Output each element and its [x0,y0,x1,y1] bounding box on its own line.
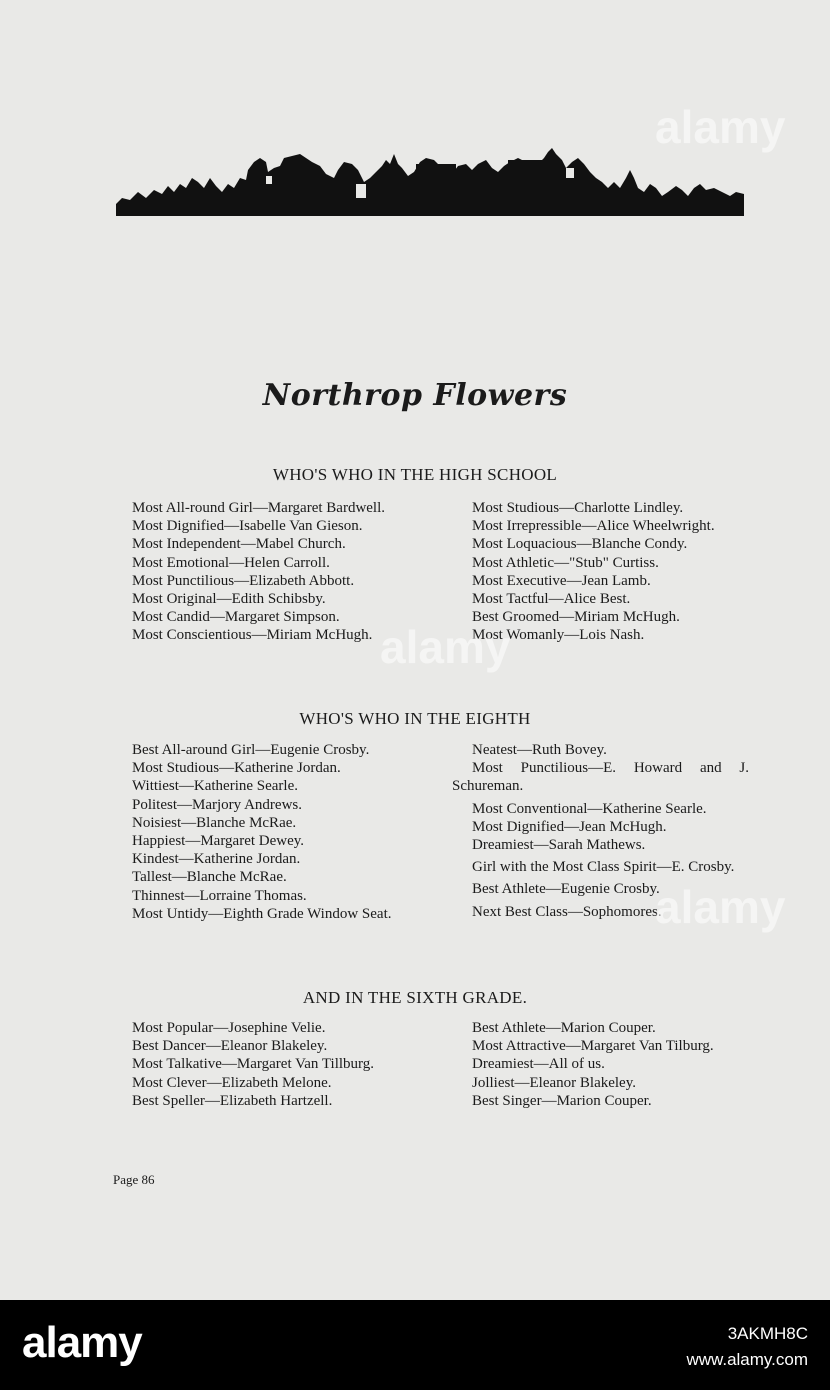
list-item: Most All-round Girl—Margaret Bardwell. [132,500,386,516]
list-item: Most Dignified—Jean McHugh. [472,818,667,835]
list-item: Best Athlete—Marion Couper. [472,1020,656,1036]
list-item: Most Talkative—Margaret Van Tillburg. [132,1056,375,1073]
list-item: Most Irrepressible—Alice Wheelwright. [472,518,715,535]
section-heading-eighth: WHO'S WHO IN THE EIGHTH [299,709,531,728]
eighth-left-column [112,741,410,923]
list-item: Happiest—Margaret Dewey. [132,833,305,850]
page-number: Page 86 [113,1172,155,1187]
list-item: Best Dancer—Eleanor Blakeley. [132,1038,328,1055]
stock-site-url: www.alamy.com [686,1350,808,1369]
high-school-left-column [112,499,410,645]
list-item: Most Punctilious—Elizabeth Abbott. [132,572,355,589]
list-item: Most Executive—Jean Lamb. [472,572,651,589]
list-item: Jolliest—Eleanor Blakeley. [472,1074,636,1091]
list-item: Most Emotional—Helen Carroll. [132,554,330,571]
list-item: Next Best Class—Sophomores. [472,903,662,920]
list-item: Kindest—Katherine Jordan. [132,851,301,868]
list-item: Most Punctilious—E. Howard and J. Schureman. [452,760,749,795]
list-item: Most Popular—Josephine Velie. [132,1020,326,1036]
list-item: Most Attractive—Margaret Van Tilburg. [472,1038,714,1055]
sixth-grade-left-column [112,1019,410,1110]
list-item: Most Loquacious—Blanche Condy. [472,536,688,553]
list-item: Dreamiest—Sarah Mathews. [472,837,646,854]
stock-brand-logo: alamy [22,1318,142,1367]
list-item: Most Untidy—Eighth Grade Window Seat. [132,905,392,922]
list-item: Most Studious—Charlotte Lindley. [472,500,684,516]
list-item: Tallest—Blanche McRae. [132,869,287,886]
sixth-grade-right-column [452,1019,749,1110]
skyline-silhouette-illustration [116,148,744,216]
list-item: Best All-around Girl—Eugenie Crosby. [132,742,370,758]
list-item: Most Dignified—Isabelle Van Gieson. [132,518,363,535]
list-item: Most Candid—Margaret Simpson. [132,609,340,626]
list-item: Best Singer—Marion Couper. [472,1092,652,1109]
list-item: Most Independent—Mabel Church. [132,536,346,553]
list-item: Most Conventional—Katherine Searle. [472,800,707,817]
list-item: Most Athletic—"Stub" Curtiss. [472,554,659,571]
stock-image-id: 3AKMH8C [727,1324,808,1343]
watermark-logo: alamy [655,881,786,933]
section-heading-high-school: WHO'S WHO IN THE HIGH SCHOOL [272,465,558,484]
list-item: Thinnest—Lorraine Thomas. [132,887,307,904]
list-item: Dreamiest—All of us. [472,1056,605,1073]
list-item: Most Tactful—Alice Best. [472,591,631,608]
list-item: Best Groomed—Miriam McHugh. [472,609,680,626]
list-item: Most Conscientious—Miriam McHugh. [132,627,373,644]
list-item: Noisiest—Blanche McRae. [132,814,297,831]
list-item: Most Clever—Elizabeth Melone. [132,1074,332,1091]
list-item: Politest—Marjory Andrews. [132,796,302,813]
watermark-logo: alamy [380,621,511,673]
list-item: Most Womanly—Lois Nash. [472,627,645,644]
list-item: Neatest—Ruth Bovey. [472,742,607,758]
list-item: Most Studious—Katherine Jordan. [132,760,341,777]
list-item: Most Original—Edith Schibsby. [132,591,326,608]
section-heading-sixth-grade: AND IN THE SIXTH GRADE. [302,988,528,1007]
page-title: Northrop Flowers [262,378,568,413]
list-item: Best Speller—Elizabeth Hartzell. [132,1092,333,1109]
list-item: Girl with the Most Class Spirit—E. Crosby. [472,859,735,876]
list-item: Wittiest—Katherine Searle. [132,778,299,795]
list-item: Best Athlete—Eugenie Crosby. [472,881,660,898]
watermark-logo: alamy [655,101,786,153]
